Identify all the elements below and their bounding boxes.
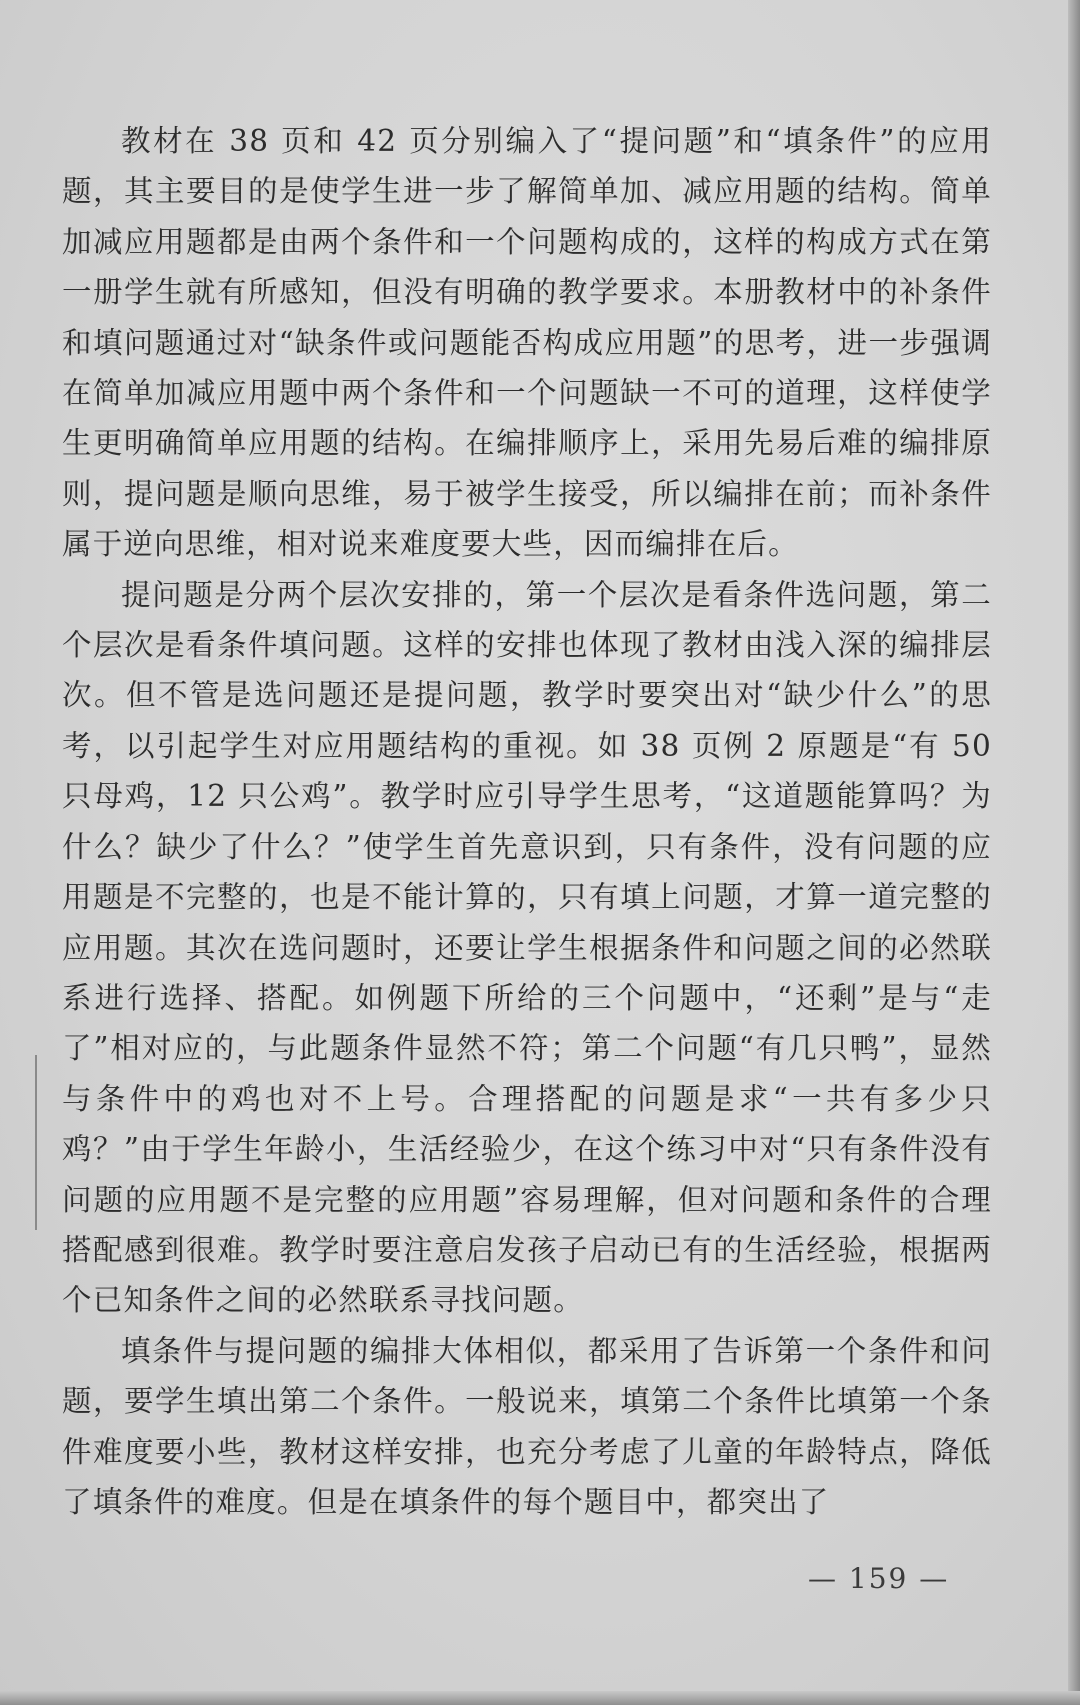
page-bottom-edge bbox=[0, 1691, 1080, 1705]
paragraph-1: 教材在 38 页和 42 页分别编入了“提问题”和“填条件”的应用题，其主要目的是使学生进一步了解简单加、减应用题的结构。简单加减应用题都是由两个条件和一个问题构成的，这样的构成方式在第一册学生就有所感知，但没有明确的教学要求。本册教材中的补条件和填问题通过对“缺条件或问题能否构成应用题”的思考，进一步强调在简单加减应用题中两个条件和一个问题缺一不可的道理，这样使学生更明确简单应用题的结构。在编排顺序上，采用先易后难的编排原则，提问题是顺向思维，易于被学生接受，所以编排在前；而补条件属于逆向思维，相对说来难度要大些，因而编排在后。 bbox=[62, 124, 992, 562]
paragraph-3: 填条件与提问题的编排大体相似，都采用了告诉第一个条件和问题，要学生填出第二个条件。一般说来，填第二个条件比填第一个条件难度要小些，教材这样安排，也充分考虑了儿童的年龄特点，降低了填条件的难度。但是在填条件的每个题目中，都突出了 bbox=[62, 1333, 992, 1519]
page-edge bbox=[1068, 0, 1080, 1705]
body-text bbox=[62, 116, 992, 1527]
paragraph-2: 提问题是分两个层次安排的，第一个层次是看条件选问题，第二个层次是看条件填问题。这样的安排也体现了教材由浅入深的编排层次。但不管是选问题还是提问题，教学时要突出对“缺少什么”的思考，以引起学生对应用题结构的重视。如 38 页例 2 原题是“有 50 只母鸡，12 只公鸡”。教学时应引导学生思考，“这道题能算吗？为什么？缺少了什么？”使学生首先意识到，只有条件，没有问题的应用题是不完整的，也是不能计算的，只有填上问题，才算一道完整的应用题。其次在选问题时，还要让学生根据条件和问题之间的必然联系进行选择、搭配。如例题下所给的三个问题中，“还剩”是与“走了”相对应的，与此题条件显然不符；第二个问题“有几只鸭”，显然与条件中的鸡也对不上号。合理搭配的问题是求“一共有多少只鸡？”由于学生年龄小，生活经验少，在这个练习中对“只有条件没有问题的应用题不是完整的应用题”容易理解，但对问题和条件的合理搭配感到很难。教学时要注意启发孩子启动已有的生活经验，根据两个已知条件之间的必然联系寻找问题。 bbox=[62, 577, 992, 1318]
margin-mark bbox=[35, 1055, 37, 1230]
page-number: — 159 — bbox=[808, 1562, 950, 1595]
